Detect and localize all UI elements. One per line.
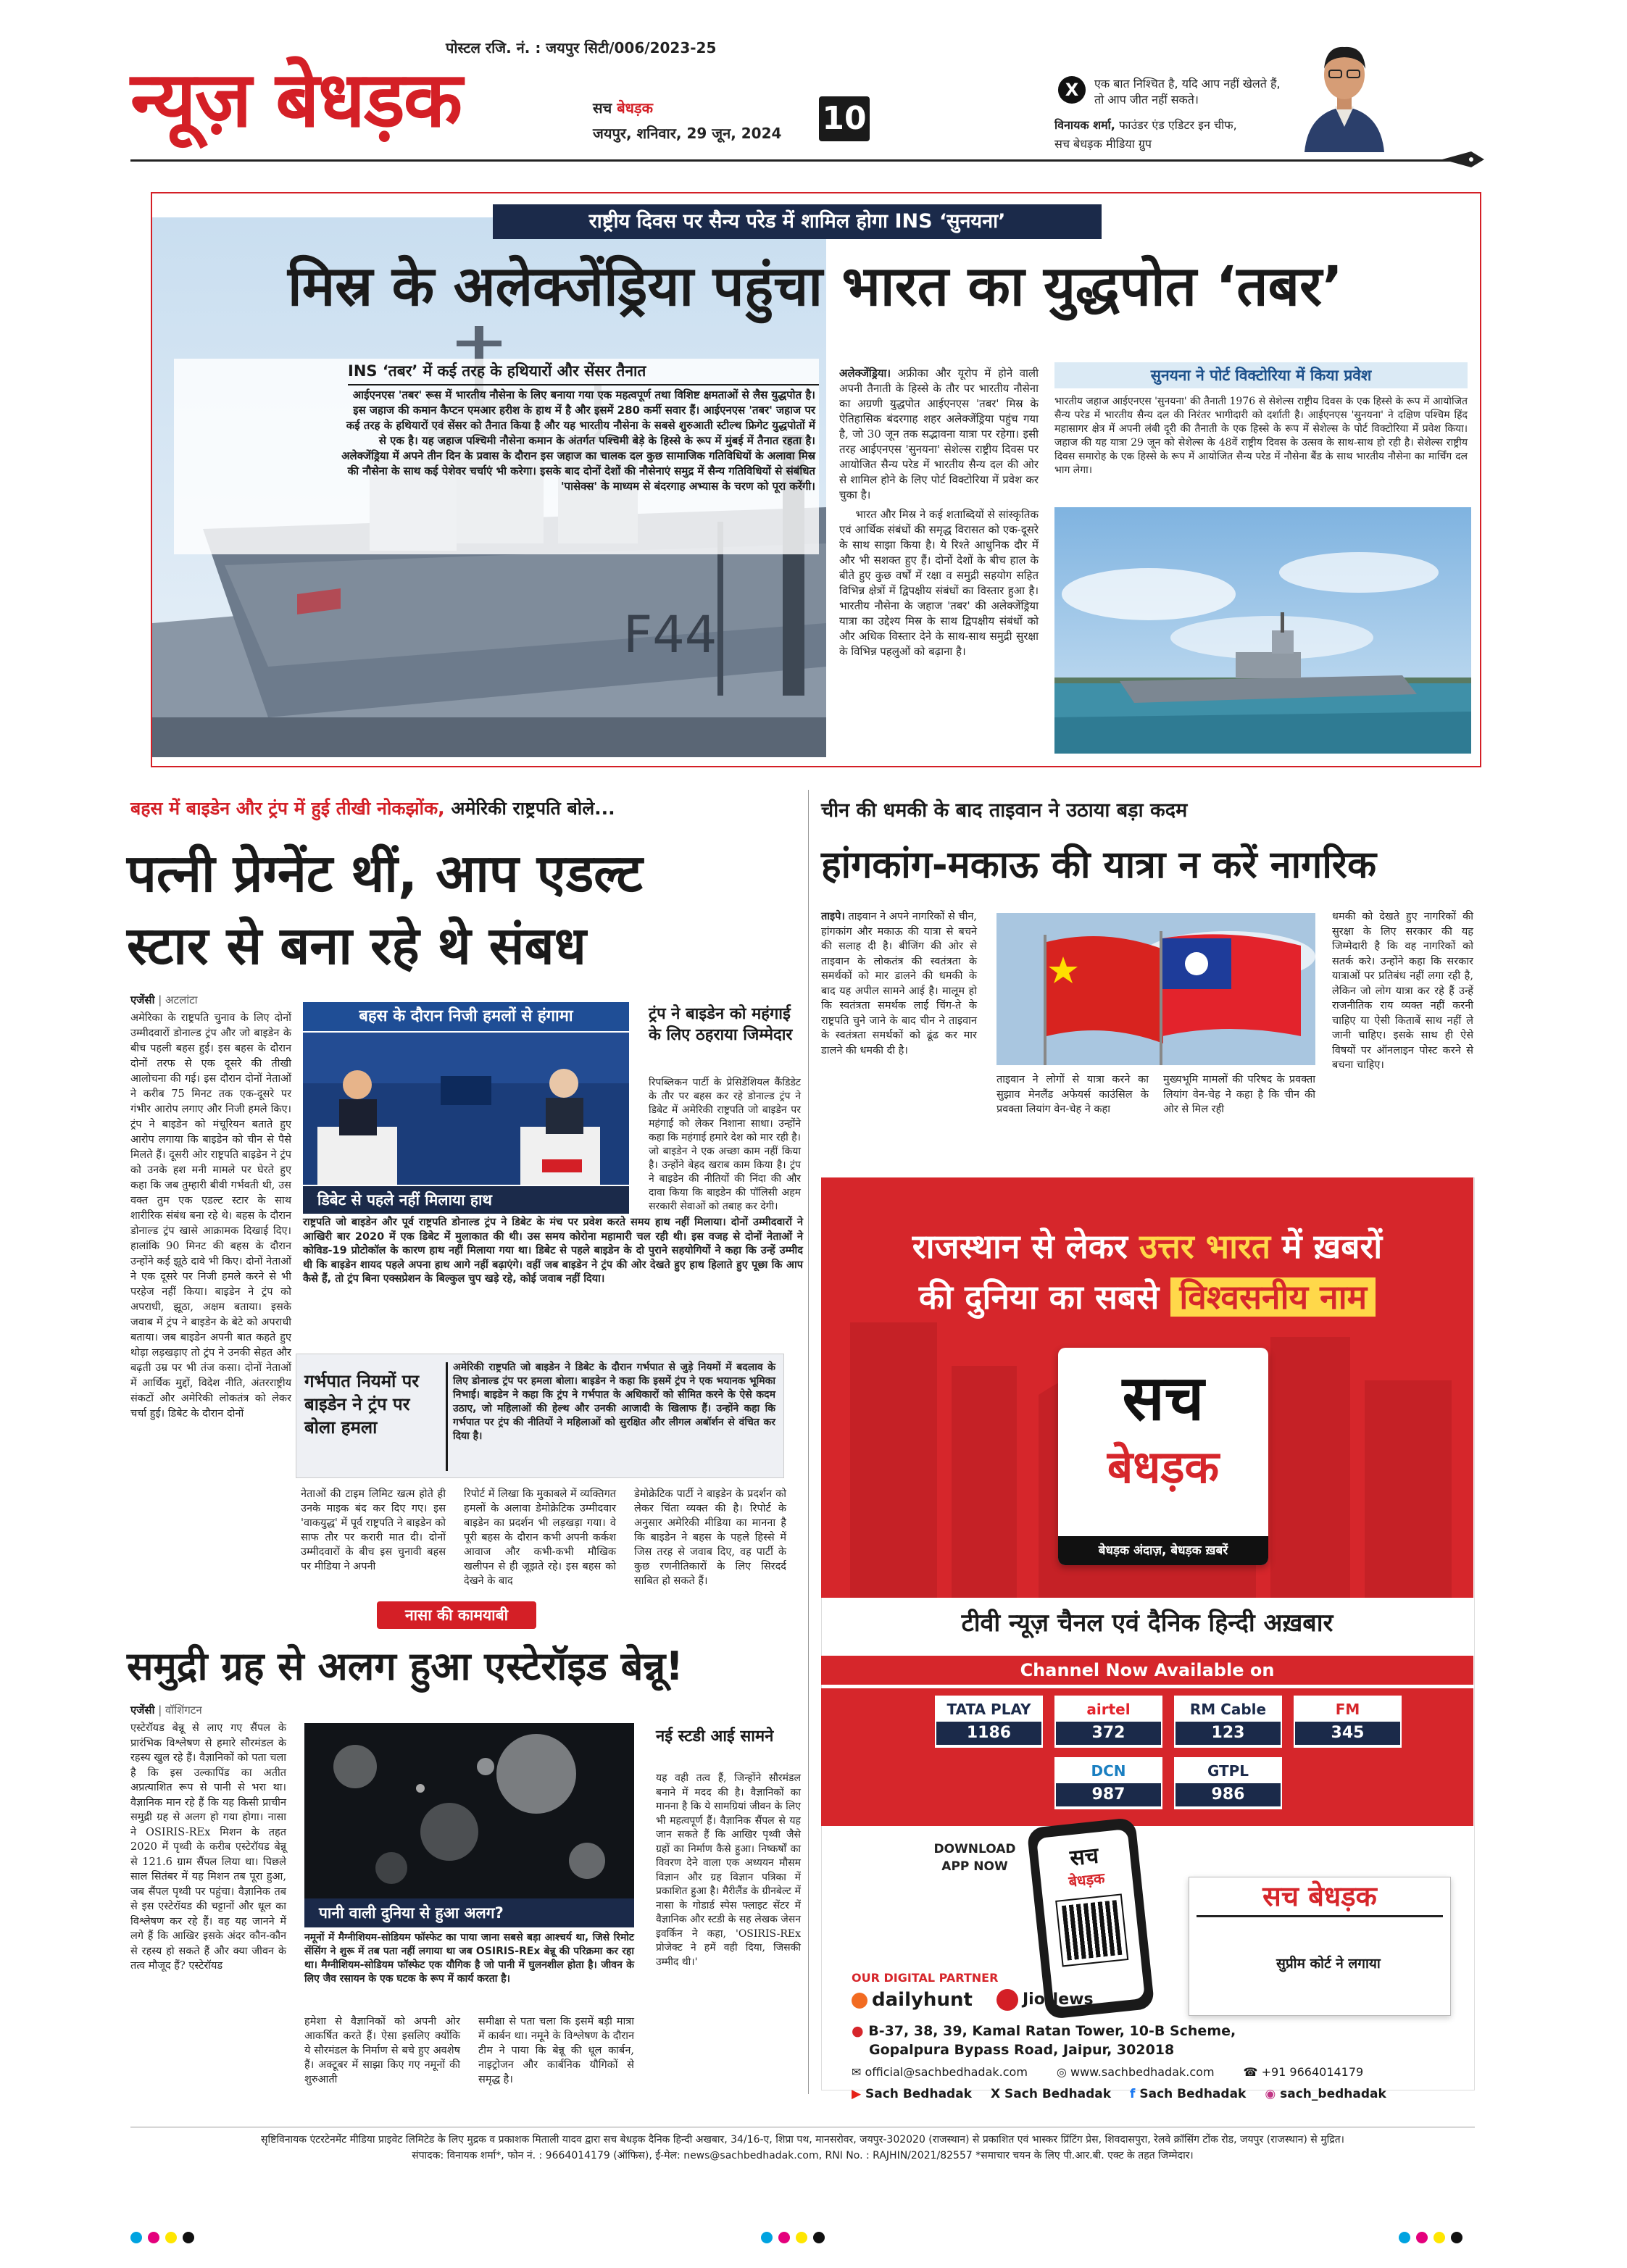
- lead-kicker: राष्ट्रीय दिवस पर सैन्य परेड में शामिल होगा INS ‘सुनयना’: [493, 204, 1102, 239]
- debate-headline: [127, 837, 643, 982]
- lead-body: [839, 366, 1039, 757]
- dailyhunt-icon: [852, 1993, 867, 2009]
- debate-headline-line-1: पत्नी प्रेग्नेंट थीं, आप एडल्ट: [127, 843, 643, 904]
- nasa-col-1: एस्टेरॉयड बेन्नू से लाए गए सैंपल के प्रारंभिक विश्लेषण से हमारे सौरमंडल के रहस्य खुल रहे हैं। वैज्ञानिकों को पता चला है कि इस उल्कापिंड का अतीत अप्रत्याशित रूप से पानी से भरा था। वैज्ञानिक मान रहे हैं कि यह किसी प्राचीन समुद्री ग्रह से अलग हो गया होगा। नासा ने OSIRIS-REx मिशन के तहत 2020 में पृथ्वी के करीब एस्टेरॉयड बेन्नू से 121.6 ग्राम सैंपल लिया था। पिछले साल सितंबर में यह मिशन तब पूरा हुआ, जब सैंपल पृथ्वी पर पहुंचा। वैज्ञानिक तब से इस एस्टेरॉयड की चट्टानों और धूल का विश्लेषण कर रहे हैं। वह यह जानने में लगे हैं कि आखिर इसके अंदर कौन-कौन से रहस्य हो सकते हैं और क्या जीवन के तत्व मौजूद हैं? एस्टेरॉयड: [130, 1722, 286, 1972]
- debate-col-4: डेमोक्रेटिक पार्टी ने बाइडेन के प्रदर्शन को लेकर चिंता व्यक्त की है। रिपोर्ट के अनुसार अमेरिकी मीडिया का मानना है कि बाइडेन ने बहस के पहले हिस्से में जिस तरह से जवाब दिए, वह पार्टी के कुछ रणनीतिकारों के लिए सिरदर्द साबित हो सकते हैं।: [634, 1488, 786, 1587]
- x-icon: X: [991, 2087, 1001, 2101]
- social-label: Sach Bedhadak: [1139, 2087, 1247, 2101]
- social-label: sach_bedhadak: [1280, 2087, 1386, 2101]
- masthead-rule: [130, 159, 1457, 162]
- ad-contact-row: [852, 2065, 1468, 2079]
- ad-line2-b: विश्वसनीय नाम: [1170, 1277, 1376, 1317]
- quote-line-1: एक बात निश्चित है, यदि आप नहीं खेलते हैं,: [1094, 77, 1281, 91]
- reg-dot: [1433, 2232, 1445, 2243]
- lead-body-p2: भारत और मिस्र ने कई शताब्दियों से सांस्कृतिक एवं आर्थिक संबंधों की समृद्ध विरासत को एक-दूसरे के साथ साझा किया है। ये रिश्ते आधुनिक दौर में और भी सशक्त हुए हैं। दोनों देशों के बीच हाल के बीते हुए कुछ वर्षों में रक्षा व समुद्री सहयोग सहित विभिन्न क्षेत्रों में द्विपक्षीय संबंधों का विस्तार हुआ है। भारतीय नौसेना के जहाज 'तबर' की अलेक्जेंड्रिया यात्रा का उद्देश्य मिस्र के साथ द्विपक्षीय संबंधों को और अधिक विस्तार देने के साथ-साथ समुद्री सुरक्षा के विभिन्न पहलुओं को बढ़ाना है।: [839, 508, 1039, 658]
- download-text: DOWNLOAD: [933, 1842, 1016, 1856]
- reg-dot: [1399, 2232, 1410, 2243]
- author-credit: [1054, 116, 1237, 154]
- jionews-logo: [996, 1989, 1094, 2011]
- tabar-inset-body: आईएनएस 'तबर' रूस में भारतीय नौसेना के लिए बनाया गया एक महत्वपूर्ण तथा विशिष्ट क्षमताओं से लैस युद्धपोत है। इस जहाज की कमान कैप्टन एमआर हरीश के हाथ में है और इसमें 280 कर्मी सवार हैं। आईएनएस 'तबर' जहाज पर कई तरह के हथियारों एवं सेंसर को तैनात किया है और यह भारतीय नौसेना के सबसे शुरुआती स्टील्थ फ्रिगेट युद्धपोतों में से एक है। यह जहाज पश्चिमी नौसेना कमान के अंतर्गत पश्चिमी बेड़े के हिस्से के रूप में मुंबई में तैनात रहता है। अलेक्जेंड्रिया में अपने तीन दिन के प्रवास के दौरान इस जहाज का चालक दल कुछ सामाजिक गतिविधियों के अलावा मिस्र की नौसेना के साथ कई पेशेवर चर्चाएं भी करेगा। इसके बाद दोनों देशों की नौसेनाएं समुद्र में सैन्य गतिविधियों से संबंधित 'पासेक्स' के माध्यम से बंदरगाह अभ्यास के चरण को पूरा करेंगी।: [341, 388, 815, 493]
- dailyhunt-text: dailyhunt: [872, 1989, 973, 2011]
- youtube-icon: ▶: [852, 2087, 862, 2101]
- taiwan-under-flag-a: ताइवान ने लोगों से यात्रा करने का सुझाव मेनलैंड अफेयर्स काउंसिल के प्रवक्ता लियांग वेन-चेह ने कहा: [996, 1074, 1149, 1115]
- website-text: www.sachbedhadak.com: [1070, 2065, 1215, 2079]
- abortion-title: गर्भपात नियमों पर बाइडेन ने ट्रंप पर बोला हमला: [304, 1371, 420, 1438]
- reg-dot: [165, 2232, 177, 2243]
- lead-body-p1: अफ्रीका और यूरोप में होने वाली अपनी तैनाती के हिस्से के तौर पर भारतीय नौसेना का अग्रणी युद्धपोत आईएनएस 'तबर' मिस्र के ऐतिहासिक बंदरगाह शहर अलेक्जेंड्रिया पहुंच गया है, जो 30 जून तक सद्भावना यात्रा पर रहेगा। इसी तरह आईएनएस 'सुनयना' सेशेल्स राष्ट्रीय दिवस पर आयोजित सैन्य परेड में भारतीय सैन्य दल की ओर से शामिल होने के लिए पोर्ट विक्टोरिया में प्रवेश कर चुका है।: [839, 367, 1039, 501]
- registration-marks-right: [1399, 2232, 1462, 2243]
- debate-body-left: अमेरिका के राष्ट्रपति चुनाव के लिए दोनों उम्मीदवारों डोनाल्ड ट्रंप और जो बाइडेन के बीच पहली बहस हुई। इस बहस के दौरान दोनों तरफ से एक दूसरे की तीखी आलोचना की गई। इस दौरान दोनों नेताओं ने करीब 75 मिनट तक एक-दूसरे पर गंभीर आरोप लगाए और निजी हमले किए। ट्रंप ने बाइडेन को मंचूरियन बताते हुए आरोप लगाया कि बाइडेन को चीन से पैसे मिलते हैं। दूसरी ओर राष्ट्रपति बाइडेन ने ट्रंप को उनके हश मनी मामले पर घेरते हुए कहा कि जब तुम्हारी बीवी गर्भवती थी, उस वक्त तुम एक एडल्ट स्टार के साथ शारीरिक संबंध बना रहे थे। बहस के दौरान डोनाल्ड ट्रंप खासे आक्रामक दिखाई दिए। हालांकि 90 मिनट की बहस के दौरान उन्होंने कई झूठे दावे भी किए। दोनों नेताओं ने एक दूसरे पर निजी हमले करने से भी परहेज नहीं किया। बाइडेन ने ट्रंप को अपराधी, झूठा, अक्षम बताया। इसके जवाब में ट्रंप ने बाइडेन के बेटे को अपराधी बताया। जब बाइडेन अपनी बात कहते हुए थोड़ा लड़खड़ाए तो ट्रंप ने उनकी सेहत और बढ़ती उम्र पर भी तंज कसा। दोनों नेताओं में आर्थिक मुद्दों, विदेश नीति, अंतरराष्ट्रीय संकटों और अमेरिकी लोकतंत्र को लेकर चर्चा हुई। डिबेट के दौरान दोनों: [130, 1012, 291, 1419]
- abortion-divider: [446, 1362, 448, 1471]
- download-label: [920, 1840, 1029, 1875]
- ad-line1-a: राजस्थान से लेकर: [912, 1227, 1139, 1266]
- ad-social-row: [852, 2087, 1468, 2101]
- ad-available-banner: Channel Now Available on: [821, 1656, 1473, 1685]
- nasa-col-3: समीक्षा से पता चला कि इसमें बड़ी मात्रा में कार्बन था। नमूने के विश्लेषण के दौरान टीम ने पाया कि बेन्नू की धूल कार्बन, नाइट्रोजन और कार्बनिक यौगिकों से समृद्ध है।: [478, 2016, 634, 2085]
- channel-name: GTPL: [1207, 1762, 1249, 1780]
- channel-name: DCN: [1091, 1762, 1126, 1780]
- dateline: जयपुर, शनिवार, 29 जून, 2024: [593, 125, 782, 142]
- tabar-inset-title: INS ‘तबर’ में कई तरह के हथियारों और सेंसर तैनात: [348, 361, 819, 385]
- channel-name: RM Cable: [1189, 1701, 1267, 1718]
- pen-nib-icon: [1442, 149, 1486, 173]
- debate-byline: [130, 993, 198, 1007]
- newspaper-mockup: [1189, 1877, 1451, 2016]
- reg-dot: [1451, 2232, 1462, 2243]
- website-item[interactable]: [1057, 2065, 1215, 2079]
- center-divider: [808, 790, 809, 2094]
- paper-masthead: सच बेधड़क: [1262, 1880, 1377, 1912]
- reg-dot: [796, 2232, 807, 2243]
- channel-number: 1186: [936, 1722, 1041, 1745]
- channel-tile: [1054, 1696, 1162, 1748]
- sub-bedhadak: बेधड़क: [617, 99, 653, 117]
- location-pin-icon: ●: [852, 2023, 864, 2039]
- social-facebook[interactable]: [1130, 2087, 1246, 2101]
- bennu-under-photo: नमूनों में मैग्नीशियम-सोडियम फॉस्फेट का पाया जाना सबसे बड़ा आश्चर्य था, जिसे रिमोट सेंसिंग ने शुरू में तब पता नहीं लगाया था जब OSIRIS-REx बेन्नू की परिक्रमा कर रहा था। मैग्नीशियम-सोडियम फॉस्फेट एक यौगिक है जो पानी में घुलनशील होता है। जीवन के लिए जैव रसायन के एक घटक के रूप में कार्य करता है।: [304, 1932, 634, 1985]
- author-org: सच बेधड़क मीडिया ग्रुप: [1054, 137, 1152, 151]
- registration-marks-left: [130, 2232, 194, 2243]
- reg-dot: [813, 2232, 825, 2243]
- byline-place: | अटलांटा: [154, 993, 198, 1006]
- footer-imprint: [130, 2132, 1475, 2164]
- qr-code: [1057, 1896, 1127, 1966]
- debate-under-photo: राष्ट्रपति जो बाइडेन और पूर्व राष्ट्रपति डोनाल्ड ट्रंप ने डिबेट के मंच पर प्रवेश करते समय हाथ नहीं मिलाया। दोनों उम्मीदवारों ने आखिरी बार 2020 में एक डिबेट में मुलाकात की थी। उस समय कोरोना महामारी चल रही थी। इस वजह से दोनों नेताओं ने कोविड-19 प्रोटोकॉल के कारण हाथ नहीं मिलाया गया था। डिबेट से पहले बाइडेन के दो पुराने सहयोगियों ने कहा कि उन्हें उम्मीद थी कि बाइडेन शायद पहले अपना हाथ आगे नहीं बढ़ाएंगे। वहीं जब बाइडेन ने ट्रंप की ओर देखते हुए हाथ हिलाते हुए पूछा कि आप कैसे हैं, तो ट्रंप बिना एक्सप्रेशन के बिल्कुल चुप खड़े रहे, कोई जवाब नहीं दिया।: [303, 1217, 803, 1285]
- footer-line-1: सृष्टिविनायक एंटरटेनमेंट मीडिया प्राइवेट लिमिटेड के लिए मुद्रक व प्रकाशक मिताली यादव द्वारा सच बेधड़क दैनिक हिन्दी अखबार, 34/16-ए, शिप्रा पथ, मानसरोवर, जयपुर-302020 (राजस्थान) से प्रकाशित एवं भास्कर प्रिंटिंग प्रेस, शिवदासपुरा, रेलवे क्रॉसिंग टोंक रोड, जयपुर (राजस्थान) से मुद्रित।: [261, 2134, 1344, 2146]
- byline-agency: एजेंसी: [130, 993, 155, 1006]
- globe-icon: ◎: [1056, 2065, 1067, 2079]
- channel-tile: [1294, 1696, 1402, 1748]
- nasa-byline: [130, 1703, 202, 1717]
- email-text: official@sachbedhadak.com: [865, 2065, 1028, 2079]
- reg-dot: [130, 2232, 142, 2243]
- jionews-text: JioNews: [1023, 1990, 1094, 2009]
- reg-dot: [1416, 2232, 1428, 2243]
- reg-dot: [778, 2232, 790, 2243]
- lead-headline: मिस्र के अलेक्जेंड्रिया पहुंचा भारत का युद्धपोत ‘तबर’: [288, 254, 1343, 318]
- social-instagram[interactable]: [1265, 2087, 1386, 2101]
- channel-number: 986: [1175, 1783, 1281, 1806]
- bennu-photo: [304, 1723, 634, 1901]
- ad-line1-b: उत्तर भारत: [1139, 1227, 1271, 1266]
- nasa-byline-place: | वॉशिंगटन: [154, 1704, 202, 1717]
- email-item[interactable]: [852, 2065, 1028, 2079]
- ad-logo-bedhadak: बेधड़क: [1107, 1441, 1220, 1493]
- paper-headline: सुप्रीम कोर्ट ने लगाया: [1276, 1956, 1381, 1972]
- x-logo-icon: X: [1058, 76, 1086, 104]
- debate-kicker-red: बहस में बाइडेन और ट्रंप में हुई तीखी नोकझोंक,: [130, 798, 445, 819]
- sunayna-title: सुनयना ने पोर्ट विक्टोरिया में किया प्रवेश: [1054, 362, 1468, 388]
- debate-kicker-black: अमेरिकी राष्ट्रपति बोले...: [444, 798, 615, 819]
- author-name: विनायक शर्मा,: [1054, 118, 1115, 132]
- debate-kicker: [130, 796, 615, 820]
- channel-tile: [1054, 1757, 1162, 1809]
- ad-logo-sach: सच: [1122, 1362, 1204, 1435]
- nasa-side-body: यह वही तत्व हैं, जिन्होंने सौरमंडल बनाने में मदद की है। वैज्ञानिकों का मानना है कि ये सामग्रियां जीवन के लिए भी महत्वपूर्ण हैं। वैज्ञानिक सैंपल से यह जान सकते हैं कि आखिर पृथ्वी जैसे ग्रहों का निर्माण कैसे हुआ। निष्कर्षों का विवरण देने वाला एक अध्ययन मौसम विज्ञान और ग्रह विज्ञान पत्रिका में प्रकाशित हुआ है। मैरीलैंड के ग्रीनबेल्ट में नासा के गोडार्ड स्पेस फ्लाइट सेंटर में वैज्ञानिक और स्टडी के सह लेखक जेसन इवर्किन ने कहा, 'OSIRIS-REx प्रोजेक्ट ने हमें वही दिया, जिसकी उम्मीद थी।': [656, 1772, 801, 1968]
- china-taiwan-flags-photo: [996, 913, 1315, 1065]
- masthead-logo: न्यूज़ बेधड़क: [130, 55, 462, 144]
- taiwan-col-1-text: ताइवान ने अपने नागरिकों से चीन, हांगकांग और मकाऊ की यात्रा से बचने की सलाह दी है। बीजिंग की ओर से ताइवान के लोकतंत्र की स्वतंत्रता के समर्थकों को मार डालने की धमकी के बाद यह अपील सामने आई है। मालूम हो कि स्वतंत्रता समर्थक लाई चिंग-ते के राष्ट्रपति चुने जाने के बाद चीन ने ताइवान के स्वतंत्रता समर्थकों को ढूंढ कर मार डालने की धमकी दी है।: [821, 911, 977, 1056]
- nasa-tag: नासा की कामयाबी: [377, 1601, 536, 1629]
- reg-dot: [183, 2232, 194, 2243]
- sach-bedhadak-sub: [593, 98, 653, 117]
- ad-headline-2: [821, 1275, 1473, 1319]
- trump-inflation-body: रिपब्लिकन पार्टी के प्रेसिडेंशियल कैंडिडेट के तौर पर बहस कर रहे डोनाल्ड ट्रंप ने डिबेट में अमेरिकी राष्ट्रपति जो बाइडेन पर महंगाई को लेकर निशाना साधा। उन्होंने कहा कि महंगाई हमारे देश को मार रही है। जो बाइडेन ने एक अच्छा काम नहीं किया है। उन्होंने बेहद खराब काम किया है। ट्रंप ने बाइडेन की नीतियों की निंदा की और दावा किया कि बाइडेन की पॉलिसी अहम सरकारी सेवाओं को तबाह कर देगी।: [649, 1077, 801, 1212]
- mail-icon: ✉: [852, 2065, 862, 2079]
- paper-rule: [1197, 1915, 1443, 1917]
- channel-name: TATA PLAY: [946, 1701, 1031, 1718]
- social-x[interactable]: [991, 2087, 1111, 2101]
- nasa-headline: समुद्री ग्रह से अलग हुआ एस्टेरॉइड बेन्नू!: [127, 1643, 683, 1689]
- author-role: फाउंडर एंड एडिटर इन चीफ,: [1115, 118, 1237, 132]
- taiwan-headline: हांगकांग-मकाऊ की यात्रा न करें नागरिक: [821, 843, 1377, 887]
- ad-address: [852, 2022, 1236, 2059]
- phone-logo-top: सच: [1068, 1843, 1100, 1872]
- ad-headline-1: [821, 1225, 1473, 1268]
- social-label: Sach Bedhadak: [1004, 2087, 1112, 2101]
- ad-line2-a: की दुनिया का सबसे: [918, 1277, 1171, 1317]
- phone-screen: [1036, 1829, 1145, 2008]
- abortion-body: अमेरिकी राष्ट्रपति जो बाइडेन ने डिबेट के दौरान गर्भपात से जुड़े नियमों में बदलाव के लिए डोनाल्ड ट्रंप पर हमला बोला। बाइडेन ने कहा कि इसमें ट्रंप ने एक भयानक भूमिका निभाई। बाइडेन ने कहा कि ट्रंप ने गर्भपात के अधिकारों को सीमित करने के ऐसे कदम उठाए, जो महिलाओं की हेल्थ और उनकी आजादी के खिलाफ हैं। उन्होंने कहा कि गर्भपात पर ट्रंप की नीतियों ने महिलाओं को सुरक्षित और लीगल अबॉर्शन से वंचित कर दिया है।: [453, 1362, 775, 1442]
- postal-registration: पोस्टल रजि. नं. : जयपुर सिटी/006/2023-25: [446, 39, 717, 57]
- taiwan-under-flag-b: मुख्यभूमि मामलों की परिषद के प्रवक्ता लियांग वेन-चेह ने कहा है कि चीन की ओर से मिल रही: [1163, 1074, 1315, 1115]
- author-photo: [1297, 25, 1391, 152]
- nasa-col-2: हमेशा से वैज्ञानिकों को अपनी ओर आकर्षित करते हैं। ऐसा इसलिए क्योंकि ये सौरमंडल के निर्माण से बचे हुए अवशेष हैं। अक्टूबर में साझा किए गए नमूनों की शुरुआती: [304, 2016, 460, 2085]
- debate-photo: [303, 1033, 629, 1185]
- trump-inflation-title: ट्रंप ने बाइडेन को महंगाई के लिए ठहराया जिम्मेदार: [649, 1005, 793, 1044]
- ad-channel-line: टीवी न्यूज़ चैनल एवं दैनिक हिन्दी अख़बार: [961, 1609, 1333, 1638]
- channel-tile: [1174, 1696, 1282, 1748]
- channel-name: FM: [1335, 1701, 1360, 1718]
- registration-marks-center: [761, 2232, 825, 2243]
- ad-line1-c: में ख़बरों: [1270, 1227, 1383, 1266]
- jionews-icon: [996, 1989, 1018, 2011]
- channel-number: 372: [1056, 1722, 1161, 1745]
- phone-item[interactable]: [1244, 2065, 1364, 2079]
- taiwan-col-3: धमकी को देखते हुए नागरिकों की सुरक्षा के लिए सरकार की यह जिम्मेदारी है कि वह नागरिकों को सतर्क करे। उन्होंने कहा कि सरकार यात्राओं पर प्रतिबंध नहीं लगा रही है, लेकिन जो लोग यात्रा कर रहे हैं उन्हें राजनीतिक राय व्यक्त नहीं करनी चाहिए या ऐसी किताबें साथ नहीं ले जानी चाहिए। इसके साथ ही ऐसे विषयों पर ऑनलाइन पोस्ट करने से बचना चाहिए।: [1332, 911, 1473, 1071]
- social-label: Sach Bedhadak: [865, 2087, 972, 2101]
- instagram-icon: ◉: [1265, 2087, 1276, 2101]
- app-now-text: APP NOW: [941, 1859, 1008, 1874]
- phone-logo-bottom: बेधड़क: [1068, 1869, 1106, 1890]
- nasa-side-title: नई स्टडी आई सामने: [656, 1727, 774, 1746]
- address-line-1: B-37, 38, 39, Kamal Ratan Tower, 10-B Scheme,: [868, 2023, 1236, 2039]
- debate-headline-line-2: स्टार से बना रहे थे संबध: [127, 915, 586, 976]
- taiwan-col-1: [821, 909, 977, 1127]
- page-number: 10: [819, 96, 870, 141]
- social-youtube[interactable]: [852, 2087, 972, 2101]
- ship-marking: F44: [623, 605, 717, 664]
- debate-photo-tag: बहस के दौरान निजी हमलों से हंगामा: [303, 1002, 629, 1031]
- channel-tile: [935, 1696, 1043, 1748]
- dailyhunt-logo: [852, 1989, 973, 2011]
- debate-col-3: रिपोर्ट में लिखा कि मुकाबले में व्यक्तिगत हमलों के अलावा डेमोक्रेटिक उम्मीदवार बाइडेन का प्रदर्शन भी लड़खड़ा गया। वे पूरी बहस के दौरान कभी अपनी कर्कश आवाज और कभी-कभी मौखिक खलीपन से ही जूझते रहे। इस बहस को देखने के बाद: [464, 1488, 616, 1587]
- footer-line-2: संपादक: विनायक शर्मा*, फोन नं. : 9664014179 (ऑफिस), ई-मेल: news@sachbedhadak.com, RNI No. : RAJHIN/2021/82557 *समाचार चयन के लिए पी.आर.बी. एक्ट के तहत जिम्मेदार।: [412, 2150, 1194, 2161]
- bennu-photo-caption: पानी वाली दुनिया से हुआ अलग?: [304, 1898, 634, 1927]
- debate-photo-caption: डिबेट से पहले नहीं मिलाया हाथ: [303, 1186, 629, 1214]
- reg-dot: [148, 2232, 159, 2243]
- sunayna-body: भारतीय जहाज आईएनएस 'सुनयना' की तैनाती 1976 से सेशेल्स राष्ट्रीय दिवस के एक हिस्से के रूप में आयोजित सैन्य परेड में भारतीय सैन्य दल की निरंतर भागीदारी को दर्शाती है। आईएनएस 'सुनयना' ने दक्षिण पश्चिम हिंद महासागर क्षेत्र में अपनी लंबी दूरी की तैनाती के एक हिस्से के रूप में सेशेल्स के पोर्ट विक्टोरिया में प्रवेश किया। जहाज की यह यात्रा 29 जून को सेशेल्स के 48वें राष्ट्रीय दिवस के उत्सव के साथ-साथ हो रही है। सेशेल्स राष्ट्रीय दिवस समारोह के एक हिस्से के रूप में आयोजित सैन्य परेड में नौसेना बैंड के साथ भारतीय नौसेना का मार्चिंग दल भाग लेगा।: [1054, 396, 1468, 476]
- reg-dot: [761, 2232, 773, 2243]
- ad-logo-tagline: बेधड़क अंदाज़, बेधड़क ख़बरें: [1058, 1536, 1268, 1565]
- address-line-2: Gopalpura Bypass Road, Jaipur, 302018: [869, 2042, 1175, 2058]
- channel-number: 345: [1295, 1722, 1400, 1745]
- channel-tile: [1174, 1757, 1282, 1809]
- quote-text: [1094, 76, 1281, 108]
- taiwan-kicker: चीन की धमकी के बाद ताइवान ने उठाया बड़ा कदम: [821, 799, 1188, 822]
- channel-number: 987: [1056, 1783, 1161, 1806]
- debate-col-2: नेताओं की टाइम लिमिट खत्म होते ही उनके माइक बंद कर दिए गए। इस 'वाकयुद्ध' में पूर्व राष्ट्रपति ने बाइडेन को साफ तौर पर करारी मात दी। दोनों उम्मीदवारों के बीच इस चुनावी बहस पर मीडिया ने अपनी: [301, 1488, 446, 1572]
- sub-sach: सच: [593, 99, 612, 117]
- ins-sunayna-photo: [1054, 507, 1471, 754]
- nasa-byline-agency: एजेंसी: [130, 1704, 155, 1717]
- partner-label: OUR DIGITAL PARTNER: [852, 1971, 999, 1985]
- phone-text: +91 9664014179: [1261, 2065, 1364, 2079]
- lead-dateline: अलेक्जेंड्रिया।: [839, 367, 891, 380]
- quote-line-2: तो आप जीत नहीं सकते।: [1094, 93, 1199, 107]
- taiwan-dateline: ताइपे।: [821, 910, 845, 922]
- facebook-icon: f: [1130, 2087, 1136, 2101]
- phone-icon: ☎: [1243, 2065, 1258, 2079]
- channel-number: 123: [1175, 1722, 1281, 1745]
- channel-name: airtel: [1086, 1701, 1131, 1718]
